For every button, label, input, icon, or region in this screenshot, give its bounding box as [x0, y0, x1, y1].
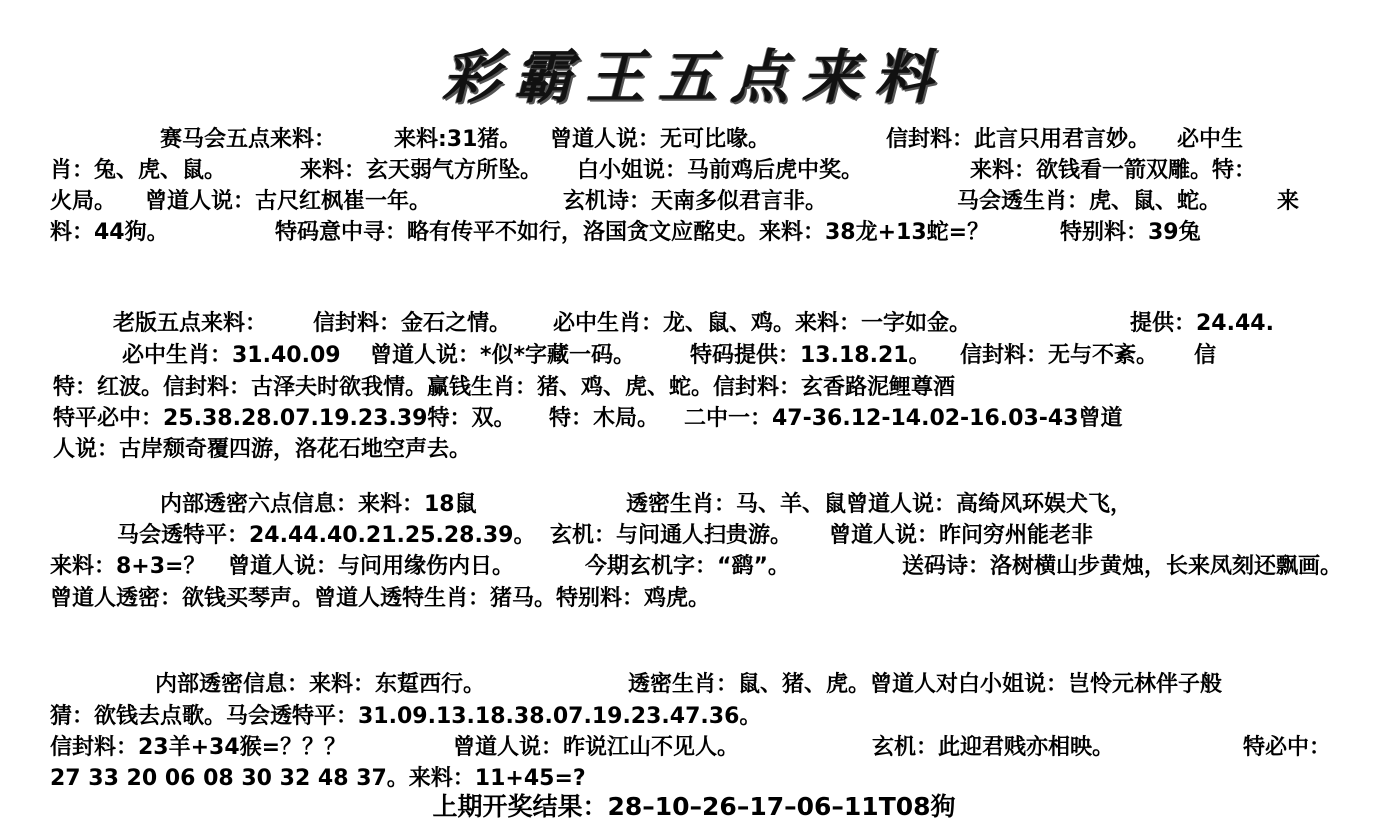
text-segment: 信: [1194, 343, 1217, 368]
text-segment: 送码诗：洛树横山步黄烛，长来凤刻还飘画。: [902, 554, 1343, 579]
text-segment: 透密生肖：鼠、猪、虎。曾道人对白小姐说：岂怜元林伴子般: [628, 672, 1223, 697]
text-segment: 信封料：金石之情。: [313, 311, 512, 336]
text-segment: 信封料：23羊+34猴=？？？: [50, 735, 347, 760]
text-segment: 曾道人说：古尺红枫崔一年。: [145, 189, 432, 214]
text-segment: 来料：玄天弱气方所坠。: [300, 158, 543, 183]
text-segment: 曾道人说：与问用缘伤内日。: [228, 554, 515, 579]
text-segment: 来料：欲钱看一箭双雕。特：: [970, 158, 1257, 183]
text-segment: 特：红波。信封料：古泽夫时欲我情。赢钱生肖：猪、鸡、虎、蛇。信封料：玄香路泥鲤尊酒: [53, 375, 956, 400]
text-segment: 特：木局。: [549, 406, 660, 431]
last-draw-result: 上期开奖结果：28–10–26–17–06–11T08狗: [432, 792, 956, 821]
text-segment: 必中生: [1177, 127, 1244, 152]
text-segment: 特码意中寻：略有传平不如行，洛国贪文应酩史。来料：38龙+13蛇=？: [275, 220, 990, 245]
text-segment: 赛马会五点来料：: [160, 127, 337, 152]
text-segment: 曾道人说：*似*字藏一码。: [370, 343, 636, 368]
text-segment: 曾道人透密：欲钱买琴声。曾道人透特生肖：猪马。特别料：鸡虎。: [50, 586, 711, 611]
text-segment: 信封料：无与不紊。: [960, 343, 1159, 368]
text-segment: 玄机：与问通人扫贵游。: [550, 523, 793, 548]
text-segment: 来: [1277, 189, 1300, 214]
text-segment: 特别料：39兔: [1060, 220, 1201, 245]
text-segment: 内部透密信息：来料：东踅西行。: [155, 672, 486, 697]
text-segment: 曾道人说：无可比喙。: [550, 127, 771, 152]
text-segment: 白小姐说：马前鸡后虎中奖。: [577, 158, 864, 183]
text-segment: 特平必中：25.38.28.07.19.23.39特：双。: [53, 406, 516, 431]
text-segment: 曾道人说：昨问穷州能老非: [829, 523, 1094, 548]
text-segment: 人说：古岸颓奇覆四游，洛花石地空声去。: [53, 437, 472, 462]
text-segment: 必中生肖：31.40.09: [122, 343, 341, 368]
text-segment: 提供：24.44.: [1130, 311, 1274, 336]
text-segment: 老版五点来料：: [113, 311, 268, 336]
text-segment: 透密生肖：马、羊、鼠曾道人说：高绮风环娱犬飞，: [626, 492, 1133, 517]
text-segment: 曾道人说：昨说江山不见人。: [453, 735, 740, 760]
text-segment: 信封料：此言只用君言妙。: [886, 127, 1151, 152]
text-segment: 今期玄机字：“鹞”。: [585, 554, 790, 579]
text-segment: 料：44狗。: [50, 220, 169, 245]
text-segment: 马会透特平：24.44.40.21.25.28.39。: [117, 523, 536, 548]
text-segment: 特必中：: [1243, 735, 1332, 760]
text-segment: 二中一：47-36.12-14.02-16.03-43曾道: [684, 406, 1123, 431]
text-segment: 猜：欲钱去点歌。马会透特平：31.09.13.18.38.07.19.23.47.36。: [50, 704, 762, 729]
text-segment: 马会透生肖：虎、鼠、蛇。: [957, 189, 1222, 214]
text-segment: 玄机诗：天南多似君言非。: [563, 189, 828, 214]
text-segment: 内部透密六点信息：来料：18鼠: [160, 492, 477, 517]
text-segment: 27 33 20 06 08 30 32 48 37。来料：11+45=?: [50, 766, 586, 791]
page-title: 彩霸王五点来料: [441, 43, 946, 111]
text-segment: 玄机：此迎君贱亦相映。: [872, 735, 1115, 760]
text-segment: 肖：兔、虎、鼠。: [50, 158, 227, 183]
text-segment: 来料:31猪。: [394, 127, 522, 152]
text-segment: 来料：8+3=？: [50, 554, 206, 579]
text-segment: 特码提供：13.18.21。: [690, 343, 931, 368]
text-segment: 火局。: [50, 189, 117, 214]
text-segment: 必中生肖：龙、鼠、鸡。来料：一字如金。: [553, 311, 972, 336]
